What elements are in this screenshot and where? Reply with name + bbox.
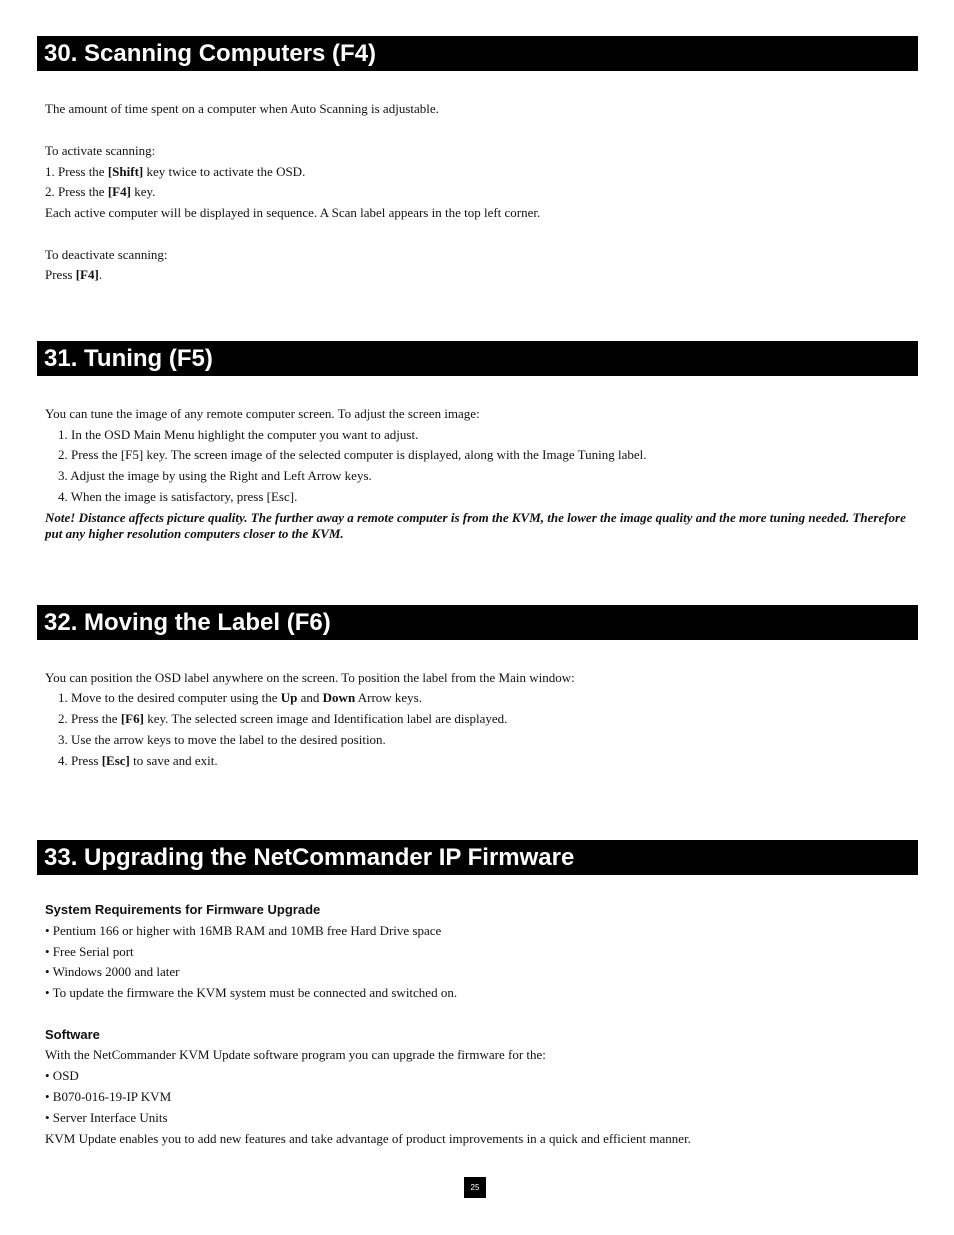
s30-step-2-text: 2. Press the bbox=[45, 184, 108, 199]
f4-key-label: [F4] bbox=[107, 184, 131, 199]
s32-step-1-text-end: Arrow keys. bbox=[355, 690, 422, 705]
s30-step-1-text-end: key twice to activate the OSD. bbox=[143, 164, 306, 179]
s33-sw-item-2: • B070-016-19-IP KVM bbox=[45, 1089, 172, 1104]
s30-activate-heading: To activate scanning: bbox=[45, 143, 156, 158]
s32-step-3: 3. Use the arrow keys to move the label to the desired position. bbox=[58, 732, 386, 747]
s32-step-2 bbox=[58, 711, 507, 727]
s32-step-1-text: 1. Move to the desired computer using the bbox=[58, 690, 281, 705]
s30-press-text: Press bbox=[45, 267, 76, 282]
s33-software-outro: KVM Update enables you to add new features and take advantage of product improvements in a quick and efficient manner. bbox=[45, 1131, 691, 1146]
s31-note: Note! Distance affects picture quality. The further away a remote computer is from the KVM, the lower the image quality and the more tuning needed. Therefore put any higher resolution computers closer to the KVM. bbox=[45, 510, 906, 541]
s32-step-1 bbox=[58, 690, 422, 706]
section-30-heading: 30. Scanning Computers (F4) bbox=[37, 36, 918, 71]
s30-deactivate-step bbox=[45, 267, 102, 283]
s30-sequence: Each active computer will be displayed in sequence. A Scan label appears in the top left corner. bbox=[45, 205, 541, 220]
s33-software-intro: With the NetCommander KVM Update software program you can upgrade the firmware for the: bbox=[45, 1047, 546, 1062]
section-31-heading: 31. Tuning (F5) bbox=[37, 341, 918, 376]
section-32-heading: 32. Moving the Label (F6) bbox=[37, 605, 918, 640]
esc-key-label: [Esc] bbox=[101, 753, 130, 768]
s30-press-text-end: . bbox=[98, 267, 103, 282]
down-key-label: Down bbox=[322, 690, 356, 705]
s33-req-item-2: • Free Serial port bbox=[45, 944, 134, 959]
s33-sw-item-1: • OSD bbox=[45, 1068, 79, 1083]
s31-step-4: 4. When the image is satisfactory, press [Esc]. bbox=[58, 489, 298, 504]
shift-key-label: [Shift] bbox=[107, 164, 144, 179]
s32-intro: You can position the OSD label anywhere on the screen. To position the label from the Main window: bbox=[45, 670, 575, 685]
f4-key-label-deactivate: [F4] bbox=[75, 267, 99, 282]
s33-req-item-3: • Windows 2000 and later bbox=[45, 964, 180, 979]
s32-step-1-and: and bbox=[297, 690, 323, 705]
s32-step-2-text: 2. Press the bbox=[58, 711, 121, 726]
s33-requirements-heading: System Requirements for Firmware Upgrade bbox=[45, 902, 321, 917]
s33-req-item-1: • Pentium 166 or higher with 16MB RAM and 10MB free Hard Drive space bbox=[45, 923, 442, 938]
s33-sw-item-3: • Server Interface Units bbox=[45, 1110, 168, 1125]
s30-step-1-text: 1. Press the bbox=[45, 164, 108, 179]
s33-req-item-4: • To update the firmware the KVM system must be connected and switched on. bbox=[45, 985, 458, 1000]
f6-key-label: [F6] bbox=[120, 711, 144, 726]
s31-step-2: 2. Press the [F5] key. The screen image of the selected computer is displayed, along with the Image Tuning label. bbox=[58, 447, 647, 462]
s31-intro: You can tune the image of any remote computer screen. To adjust the screen image: bbox=[45, 406, 480, 421]
s32-step-4-text-end: to save and exit. bbox=[129, 753, 218, 768]
s30-step-2-text-end: key. bbox=[130, 184, 156, 199]
s32-step-4 bbox=[58, 753, 218, 769]
s31-step-1: 1. In the OSD Main Menu highlight the computer you want to adjust. bbox=[58, 427, 419, 442]
s31-step-3: 3. Adjust the image by using the Right and Left Arrow keys. bbox=[58, 468, 372, 483]
s32-step-4-text: 4. Press bbox=[58, 753, 102, 768]
s30-intro: The amount of time spent on a computer when Auto Scanning is adjustable. bbox=[45, 101, 439, 116]
s32-step-2-text-end: key. The selected screen image and Identification label are displayed. bbox=[143, 711, 508, 726]
section-33-heading: 33. Upgrading the NetCommander IP Firmware bbox=[37, 840, 918, 875]
s30-step-1 bbox=[45, 164, 305, 180]
s30-deactivate-heading: To deactivate scanning: bbox=[45, 247, 168, 262]
s30-step-2 bbox=[45, 184, 155, 200]
up-key-label: Up bbox=[280, 690, 298, 705]
page-number: 25 bbox=[464, 1177, 486, 1198]
s33-software-heading: Software bbox=[45, 1027, 100, 1042]
